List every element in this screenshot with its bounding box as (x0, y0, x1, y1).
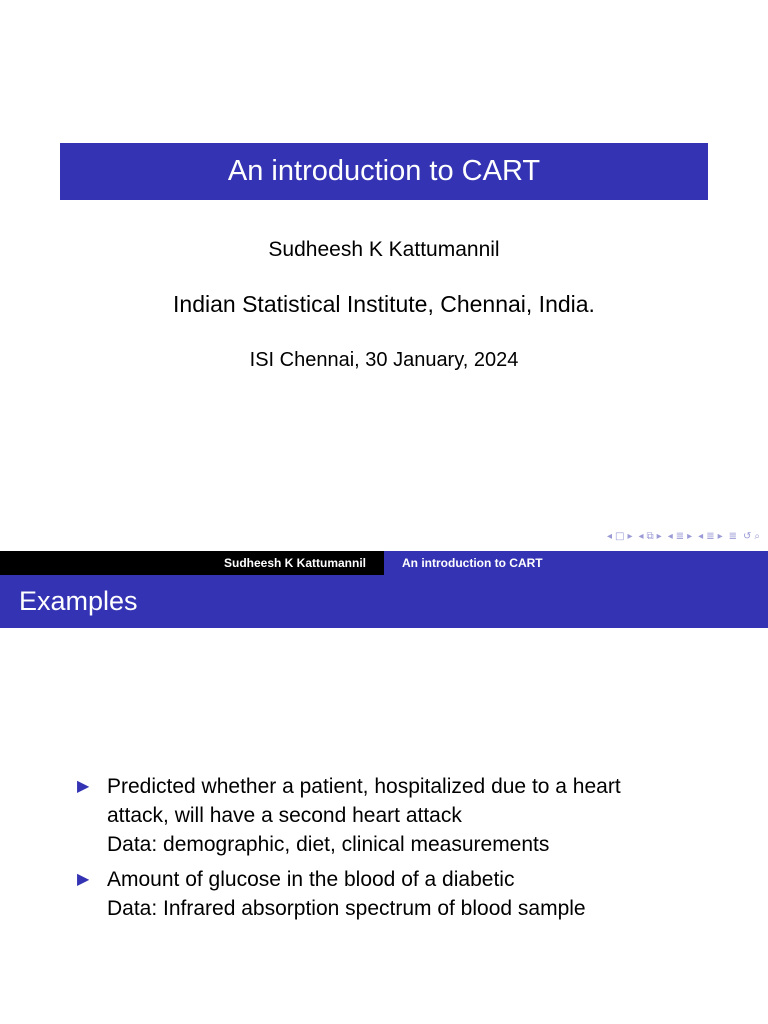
nav-next-icon[interactable]: ▸ (656, 531, 662, 542)
frame-title-text: Examples (19, 586, 138, 616)
toc-nav (729, 531, 737, 542)
back-icon[interactable]: ↺ (743, 531, 752, 542)
bullet-list (77, 772, 717, 929)
nav-prev-icon[interactable]: ◂ (606, 531, 613, 542)
section-nav (668, 531, 692, 542)
list-item (77, 772, 717, 859)
list-item-line: Amount of glucose in the blood of a diabetic (107, 868, 515, 891)
subsection-icon[interactable]: ⧉ (646, 531, 654, 542)
list-item-line: Data: Infrared absorption spectrum of blood sample (107, 897, 586, 920)
frame-title (0, 575, 768, 628)
list-item-text (107, 865, 586, 923)
institute-name: Indian Statistical Institute, Chennai, India. (173, 291, 595, 317)
triangle-bullet-icon: ▶ (77, 871, 90, 888)
list-item-text (107, 772, 621, 859)
slide-title (60, 143, 708, 200)
nav-next-icon[interactable]: ▸ (627, 531, 633, 542)
author-name: Sudheesh K Kattumannil (268, 238, 500, 261)
presentation-date: ISI Chennai, 30 January, 2024 (249, 349, 519, 371)
section-icon[interactable]: ≣ (675, 531, 685, 542)
search-icon[interactable]: ⌕ (754, 531, 760, 542)
list-item-line: Predicted whether a patient, hospitalized due to a heart (107, 775, 621, 798)
section-icon[interactable]: ≣ (728, 531, 737, 542)
headline-bar (0, 551, 768, 575)
navigation-bar (607, 531, 760, 542)
frame-nav (607, 531, 633, 542)
slide-title-text: An introduction to CART (227, 155, 541, 187)
headline-author: Sudheesh K Kattumannil (0, 551, 384, 575)
subsection-nav (639, 531, 662, 542)
triangle-bullet-icon: ▶ (77, 778, 90, 795)
nav-next-icon[interactable]: ▸ (717, 531, 723, 542)
nav-next-icon[interactable]: ▸ (687, 531, 693, 542)
list-item (77, 865, 717, 923)
list-item-line: Data: demographic, diet, clinical measurements (107, 833, 550, 856)
nav-prev-icon[interactable]: ◂ (667, 531, 673, 542)
list-item-line: attack, will have a second heart attack (107, 804, 462, 827)
part-nav (698, 531, 722, 542)
headline-title: An introduction to CART (384, 551, 768, 575)
nav-prev-icon[interactable]: ◂ (698, 531, 704, 542)
tools-nav (743, 531, 760, 542)
frame-icon[interactable]: □ (615, 531, 625, 542)
section-icon[interactable]: ≣ (706, 531, 715, 542)
nav-prev-icon[interactable]: ◂ (638, 531, 644, 542)
